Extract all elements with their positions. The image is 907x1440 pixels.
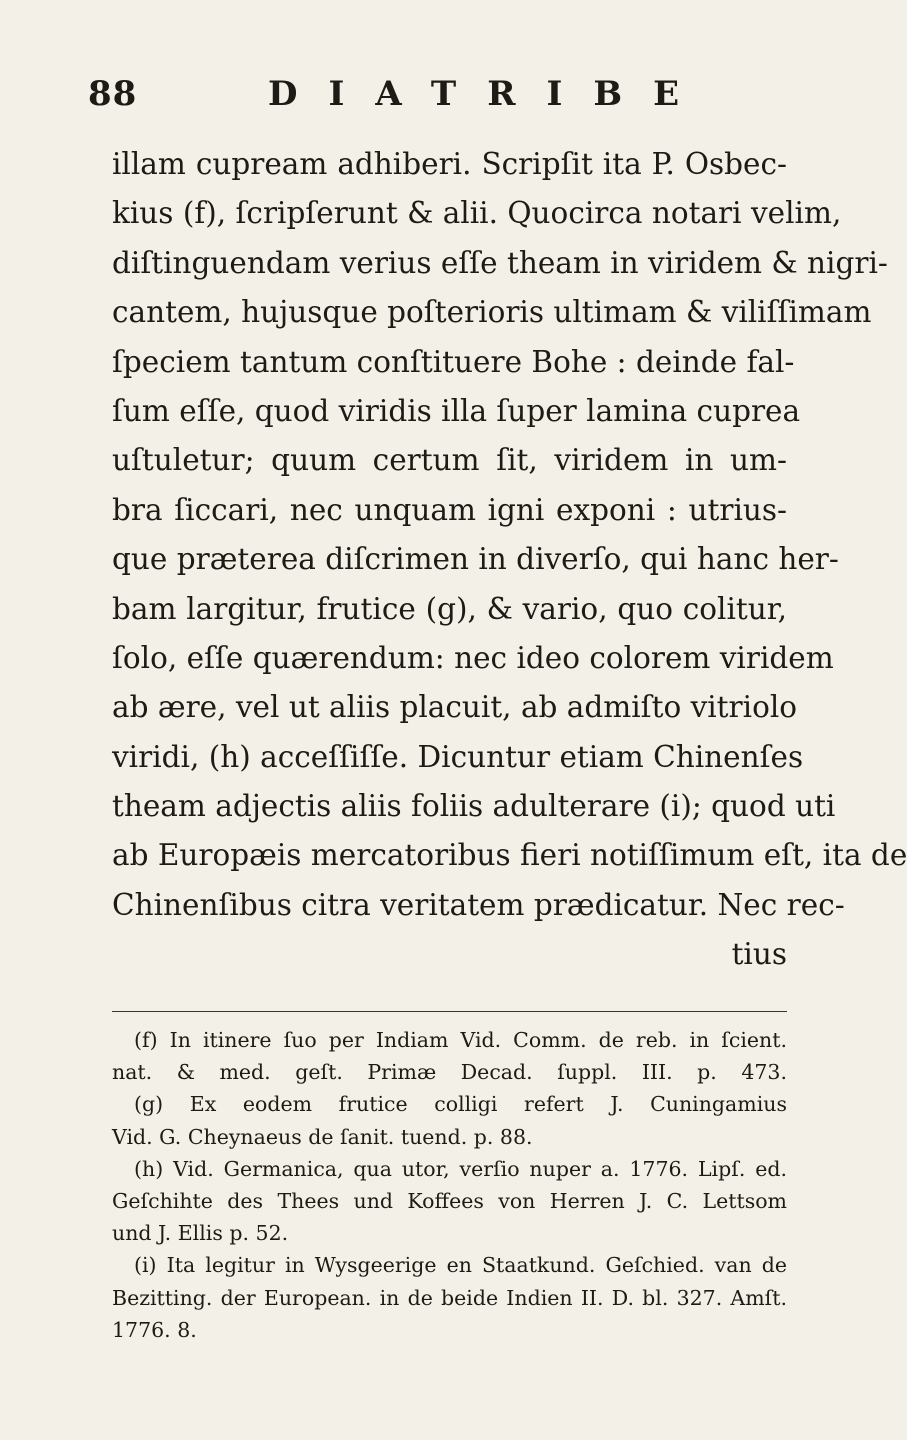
footnote-line: (i) Ita legitur in Wysgeerige en Staatkund. Geſchied. van de (134, 1253, 787, 1278)
footnotes (112, 1024, 787, 1346)
text-line: bam largitur, frutice (g), & vario, quo colitur, (112, 591, 787, 626)
footnote-line: Bezitting. der European. in de beide Indien II. D. bl. 327. Amſt. (112, 1285, 787, 1310)
page-number: 88 (88, 74, 138, 114)
text-line: ſpeciem tantum conſtituere Bohe : deinde fal- (112, 344, 795, 379)
text-line: ab Europæis mercatoribus fieri notiſſimum eſt, ita de (112, 838, 907, 873)
footnote-line: (h) Vid. Germanica, qua utor, verſio nuper a. 1776. Lipſ. ed. (134, 1156, 787, 1181)
text-line: Chinenſibus citra veritatem prædicatur. Nec rec- (112, 887, 845, 922)
footnote-line: (g) Ex eodem frutice colligi refert J. Cuningamius (134, 1092, 787, 1117)
footnote-line: nat. & med. geſt. Primæ Decad. ſuppl. III. p. 473. (112, 1060, 787, 1085)
text-line: ſolo, eſſe quærendum: nec ideo colorem viridem (112, 640, 834, 675)
text-line: ſum eſſe, quod viridis illa ſuper lamina cuprea (112, 393, 801, 428)
footnote-divider (112, 1011, 787, 1012)
footnote-line: 1776. 8. (112, 1317, 197, 1342)
text-line: illam cupream adhiberi. Scripſit ita P. Osbec- (112, 147, 787, 181)
main-text (112, 140, 907, 980)
text-line: ab ære, vel ut aliis placuit, ab admiſto vitriolo (112, 690, 798, 725)
footnote-line: und J. Ellis p. 52. (112, 1221, 289, 1246)
running-title: DIATRIBE (268, 74, 711, 114)
footnote-line: Vid. G. Cheynaeus de ſanit. tuend. p. 88. (112, 1124, 533, 1149)
text-line: viridi, (h) acceſſiſſe. Dicuntur etiam Chinenſes (112, 739, 804, 774)
page-header (88, 74, 760, 124)
text-line: theam adjectis aliis foliis adulterare (i); quod uti (112, 789, 836, 824)
text-line: bra ſiccari, nec unquam igni exponi : utrius- (112, 492, 787, 527)
footnote-line: (f) In itinere ſuo per Indiam Vid. Comm. de reb. in ſcient. (134, 1028, 787, 1052)
text-line: kius (f), ſcripſerunt & alii. Quocirca notari velim, (112, 196, 842, 231)
catchword: tius (731, 937, 787, 972)
text-line: diſtinguendam verius eſſe theam in viridem & nigri- (112, 245, 888, 280)
text-line: que præterea diſcrimen in diverſo, qui hanc her- (112, 542, 839, 577)
footnote-line: Geſchihte des Thees und Koffees von Herren J. C. Lettsom (112, 1188, 787, 1213)
text-line: cantem, hujusque poſterioris ultimam & viliſſimam (112, 295, 872, 330)
text-line: uſtuletur; quum certum ſit, viridem in um- (112, 443, 787, 478)
